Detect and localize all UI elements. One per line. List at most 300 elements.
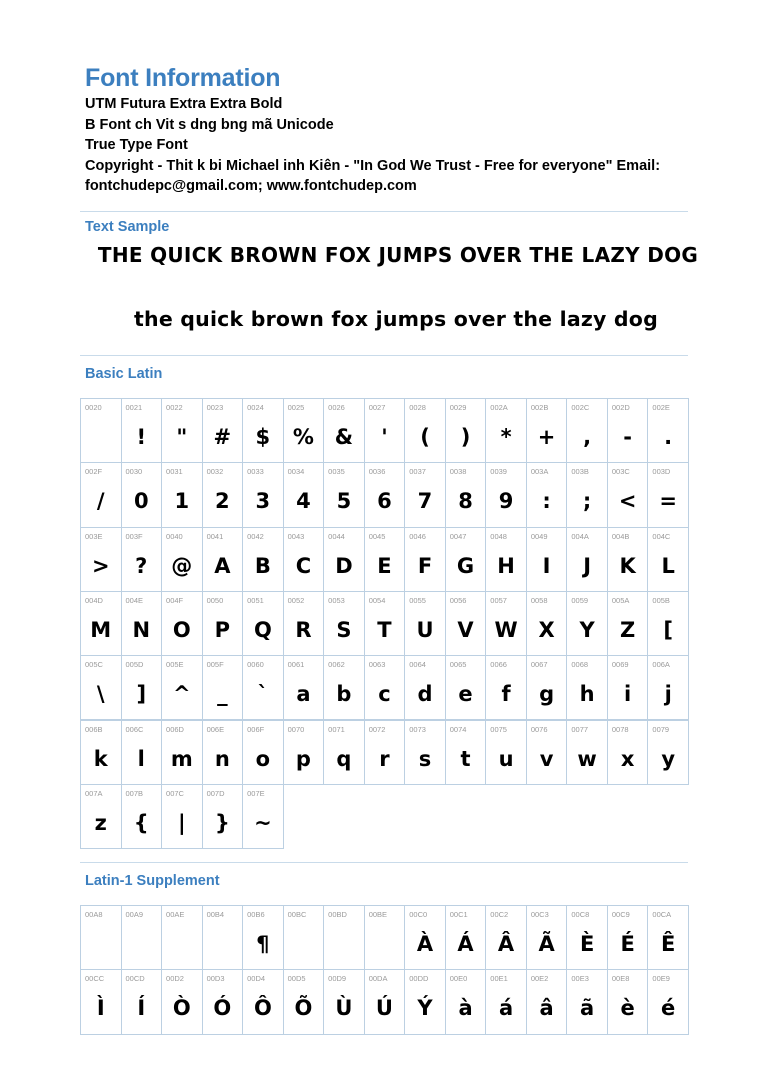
glyph-char: _ [217,682,228,707]
glyph-char: b [336,682,352,707]
glyph-char: á [498,996,514,1021]
glyph-code: 003B [571,467,589,477]
glyph-char: j [664,682,672,707]
glyph-code: 006F [247,724,265,734]
glyph-code: 0053 [328,595,345,605]
glyph-char: Q [253,617,272,642]
glyph-cell [647,905,689,970]
glyph-code: 0066 [490,660,507,670]
glyph-cell [526,527,568,592]
glyph-char: ^ [173,682,191,707]
glyph-cell [161,398,203,463]
glyph-char: { [133,810,149,835]
glyph-code: 004B [611,531,630,541]
glyph-char: d [417,682,433,707]
glyph-cell [242,905,284,970]
glyph-char: - [623,425,632,449]
glyph-char: @ [171,553,193,578]
glyph-cell [526,655,568,720]
glyph-cell [323,591,365,656]
glyph-cell [647,398,689,463]
glyph-code: 00E0 [449,974,468,984]
glyph-cell [607,969,649,1034]
glyph-char: U [416,617,434,642]
glyph-cell [242,655,284,720]
glyph-cell [242,462,284,527]
glyph-code: 0050 [206,595,224,605]
glyph-cell [80,527,122,592]
glyph-cell [242,398,284,463]
glyph-cell [485,527,527,592]
glyph-code: 005A [611,595,630,605]
glyph-code: 0030 [125,467,143,477]
glyph-code: 0076 [530,724,548,734]
glyph-cell [161,527,203,592]
divider [80,862,688,863]
glyph-code: 00E2 [530,974,549,984]
glyph-cell [283,969,325,1034]
glyph-char: É [620,932,635,956]
glyph-char: g [539,682,555,707]
glyph-code: 00BE [368,910,388,919]
glyph-cell [566,462,608,527]
glyph-cell [202,655,244,720]
glyph-code: 0069 [611,660,629,670]
glyph-code: 0035 [328,467,345,477]
glyph-char: # [213,425,232,449]
glyph-cell [283,655,325,720]
glyph-char: ] [136,682,147,707]
glyph-char: S [336,617,352,642]
glyph-cell [242,591,284,656]
glyph-char: À [416,932,434,956]
glyph-cell [647,655,689,720]
glyph-char: 6 [377,489,392,514]
glyph-cell [566,591,608,656]
glyph-cell [566,655,608,720]
glyph-code: 006E [206,724,225,734]
glyph-char: % [292,425,314,449]
glyph-code: 006D [166,724,184,734]
glyph-char: O [172,617,191,642]
glyph-code: 007C [166,788,184,798]
glyph-code: 0065 [449,660,467,670]
glyph-char: Ó [213,996,232,1021]
glyph-code: 00A9 [125,910,144,919]
glyph-code: 003E [85,531,103,541]
glyph-code: 006B [85,724,103,734]
glyph-cell [404,462,446,527]
glyph-char: e [458,682,473,707]
glyph-cell [566,398,608,463]
glyph-code: 004E [125,595,144,605]
glyph-code: 0074 [449,724,467,734]
glyph-code: 003F [125,531,143,541]
glyph-char: 9 [498,489,514,514]
glyph-char: 7 [417,489,433,514]
glyph-code: 003D [652,467,671,477]
glyph-cell [323,462,365,527]
glyph-char: q [336,746,352,771]
glyph-char: Â [497,932,515,956]
glyph-cell [647,969,689,1034]
glyph-char: > [91,553,110,578]
glyph-char: K [619,553,636,578]
glyph-code: 00D4 [247,974,266,984]
glyph-cell [526,969,568,1034]
glyph-cell [202,398,244,463]
glyph-cell [242,527,284,592]
glyph-code: 0048 [490,531,507,541]
glyph-cell [364,398,406,463]
glyph-code: 0063 [368,660,386,670]
glyph-char: C [295,553,312,578]
glyph-char: x [620,746,635,771]
font-description: B Font ch Vit s dng bng mã Unicode [85,116,334,133]
glyph-code: 00B4 [206,910,225,919]
glyph-cell [364,591,406,656]
glyph-cell [485,462,527,527]
glyph-char: L [661,553,675,578]
divider [80,355,688,356]
glyph-cell [161,720,203,785]
glyph-cell [323,398,365,463]
glyph-char: 1 [174,489,190,514]
glyph-code: 0022 [166,403,183,412]
font-info-block [85,94,725,197]
glyph-code: 0023 [206,403,224,412]
glyph-code: 002D [611,403,630,412]
glyph-char: w [577,746,597,771]
glyph-char: Ô [253,996,272,1021]
glyph-code: 007B [125,788,144,798]
glyph-char: n [214,746,230,771]
glyph-code: 0025 [287,403,305,412]
glyph-cell [607,527,649,592]
sample-lowercase: the quick brown fox jumps over the lazy dog [134,307,658,331]
glyph-code: 00B6 [247,910,265,919]
glyph-cell [323,655,365,720]
glyph-cell [485,591,527,656]
glyph-char: 0 [133,489,149,514]
glyph-cell [566,527,608,592]
glyph-cell [607,720,649,785]
glyph-code: 0055 [409,595,426,605]
glyph-char: ? [135,553,148,578]
glyph-code: 00C9 [611,910,630,919]
glyph-code: 0027 [368,403,386,412]
glyph-code: 0067 [530,660,548,670]
glyph-char: k [93,746,108,771]
glyph-cell [526,720,568,785]
glyph-code: 0037 [409,467,426,477]
glyph-code: 0062 [328,660,345,670]
glyph-char: } [214,810,230,835]
glyph-code: 0049 [530,531,548,541]
glyph-code: 006C [125,724,144,734]
glyph-char: , [583,425,592,449]
glyph-cell [607,462,649,527]
glyph-cell [566,720,608,785]
glyph-cell [121,591,163,656]
glyph-code: 00CD [125,974,145,984]
glyph-code: 0024 [247,403,264,412]
glyph-cell [242,969,284,1034]
glyph-char: â [539,996,554,1021]
glyph-cell [404,591,446,656]
glyph-char: B [254,553,271,578]
glyph-char: a [296,682,311,707]
glyph-cell [202,527,244,592]
glyph-cell [80,398,122,463]
glyph-cell [161,905,203,970]
glyph-code: 005C [85,660,103,670]
glyph-cell [364,905,406,970]
glyph-code: 005D [125,660,144,670]
glyph-code: 00CA [652,910,672,919]
glyph-cell [80,720,122,785]
glyph-cell [526,462,568,527]
glyph-cell [283,720,325,785]
glyph-code: 0028 [409,403,426,412]
glyph-char: R [295,617,312,642]
glyph-cell [607,591,649,656]
glyph-code: 00A8 [85,910,103,919]
glyph-cell [121,720,163,785]
glyph-code: 0042 [247,531,264,541]
glyph-code: 00DA [368,974,388,984]
glyph-code: 0072 [368,724,386,734]
glyph-cell [80,905,122,970]
glyph-char: Ú [375,996,393,1021]
glyph-cell [121,527,163,592]
glyph-cell [364,462,406,527]
glyph-code: 00D5 [287,974,306,984]
glyph-char: 4 [296,489,311,514]
glyph-cell [404,905,446,970]
glyph-code: 00C2 [490,910,509,919]
glyph-char: J [583,553,592,578]
glyph-code: 00E9 [652,974,670,984]
glyph-code: 0038 [449,467,467,477]
page-title: Font Information [85,64,281,92]
glyph-char: H [497,553,515,578]
glyph-char: Ã [538,932,555,956]
glyph-char: I [542,553,551,578]
glyph-char: ¶ [256,932,270,956]
glyph-code: 0021 [125,403,143,412]
glyph-code: 0033 [247,467,264,477]
section-title-latin1: Latin-1 Supplement [85,873,220,889]
glyph-char: r [379,746,390,771]
glyph-code: 00C1 [449,910,468,919]
glyph-char: f [501,682,511,707]
section-title-basic-latin: Basic Latin [85,366,163,382]
font-type: True Type Font [85,137,188,153]
glyph-char: p [295,746,311,771]
glyph-char: é [661,996,676,1021]
glyph-cell [364,969,406,1034]
glyph-code: 00AE [166,910,185,919]
glyph-code: 002B [530,403,549,412]
glyph-cell [445,462,487,527]
glyph-code: 005E [166,660,184,670]
glyph-code: 004F [166,595,184,605]
glyph-cell [283,591,325,656]
glyph-char: Ì [96,996,105,1021]
glyph-cell [647,720,689,785]
glyph-cell [80,462,122,527]
glyph-cell [242,720,284,785]
glyph-cell [283,398,325,463]
glyph-cell [445,655,487,720]
section-title-text-sample: Text Sample [85,219,170,235]
glyph-cell [161,462,203,527]
glyph-code: 002F [85,467,103,477]
glyph-code: 003A [530,467,549,477]
glyph-char: N [132,617,151,642]
glyph-cell [323,527,365,592]
glyph-cell [404,398,446,463]
glyph-char: A [214,553,231,578]
glyph-code: 0020 [85,403,102,412]
glyph-char: [ [663,617,673,642]
glyph-cell [364,655,406,720]
glyph-code: 0059 [571,595,589,605]
font-contact: fontchudepc@gmail.com; www.fontchudep.com [85,178,417,194]
glyph-code: 0040 [166,531,183,541]
glyph-code: 0047 [449,531,467,541]
glyph-cell [323,720,365,785]
glyph-char: ` [257,682,269,707]
glyph-cell [404,655,446,720]
glyph-char: 5 [336,489,352,514]
glyph-char: Í [137,996,146,1021]
glyph-cell [607,655,649,720]
glyph-code: 002C [571,403,590,412]
glyph-cell [242,784,284,849]
glyph-char: & [334,425,354,449]
glyph-cell [161,591,203,656]
glyph-char: o [255,746,271,771]
glyph-char: Ê [660,932,676,956]
glyph-char: ~ [254,810,272,835]
glyph-code: 00D9 [328,974,347,984]
glyph-cell [607,398,649,463]
glyph-cell [647,462,689,527]
glyph-code: 00E1 [490,974,508,984]
glyph-char: " [176,425,188,449]
glyph-code: 00C0 [409,910,428,919]
glyph-char: y [661,746,676,771]
glyph-code: 0029 [449,403,467,412]
glyph-code: 0046 [409,531,426,541]
glyph-code: 0054 [368,595,386,605]
glyph-code: 007D [206,788,225,798]
glyph-cell [283,905,325,970]
glyph-char: à [458,996,473,1021]
glyph-code: 002E [652,403,670,412]
glyph-code: 0052 [287,595,305,605]
glyph-cell [80,591,122,656]
glyph-cell [121,398,163,463]
glyph-char: t [460,746,471,771]
glyph-code: 0070 [287,724,305,734]
glyph-code: 0075 [490,724,507,734]
glyph-code: 0031 [166,467,183,477]
glyph-cell [485,905,527,970]
sample-uppercase: THE QUICK BROWN FOX JUMPS OVER THE LAZY DOG [97,243,699,267]
glyph-char: G [456,553,475,578]
glyph-cell [121,784,163,849]
glyph-code: 0045 [368,531,386,541]
glyph-code: 005F [206,660,224,670]
glyph-cell [445,591,487,656]
glyph-code: 00C8 [571,910,590,919]
font-copyright: Copyright - Thit k bi Michael inh Kiên - "In God We Trust - Free for everyone" Email: [85,157,661,174]
glyph-code: 00D2 [166,974,184,984]
glyph-char: u [498,746,514,771]
glyph-char: l [137,746,145,771]
glyph-code: 004D [85,595,103,605]
glyph-code: 0078 [611,724,629,734]
glyph-cell [404,969,446,1034]
glyph-char: h [579,682,595,707]
glyph-cell [647,527,689,592]
font-name: UTM Futura Extra Extra Bold [85,96,283,112]
glyph-cell [202,784,244,849]
glyph-char: 3 [255,489,271,514]
glyph-char: Ù [335,996,353,1021]
glyph-char: z [94,810,107,835]
glyph-char: ' [381,425,388,449]
glyph-cell [80,655,122,720]
glyph-char: Õ [294,996,313,1021]
glyph-cell [202,969,244,1034]
glyph-char: ; [582,489,592,514]
glyph-char: * [500,425,512,449]
glyph-code: 005B [652,595,670,605]
glyph-char: 2 [215,489,230,514]
glyph-code: 0039 [490,467,507,477]
glyph-cell [121,655,163,720]
glyph-char: \ [96,682,105,707]
glyph-char: $ [255,425,271,449]
glyph-char: E [377,553,392,578]
glyph-code: 0060 [247,660,264,670]
glyph-cell [161,969,203,1034]
glyph-char: Ò [172,996,191,1021]
glyph-code: 00DD [409,974,429,984]
glyph-char: X [538,617,555,642]
glyph-cell [364,720,406,785]
glyph-code: 00E3 [571,974,589,984]
glyph-code: 0058 [530,595,548,605]
glyph-cell [485,720,527,785]
glyph-cell [121,969,163,1034]
glyph-code: 0061 [287,660,305,670]
glyph-code: 006A [652,660,670,670]
glyph-cell [485,969,527,1034]
glyph-char: è [620,996,635,1021]
glyph-char: V [457,617,474,642]
glyph-code: 004C [652,531,671,541]
glyph-cell [445,720,487,785]
glyph-cell [202,905,244,970]
glyph-char: Ý [417,996,433,1021]
glyph-cell [283,527,325,592]
glyph-cell [445,969,487,1034]
